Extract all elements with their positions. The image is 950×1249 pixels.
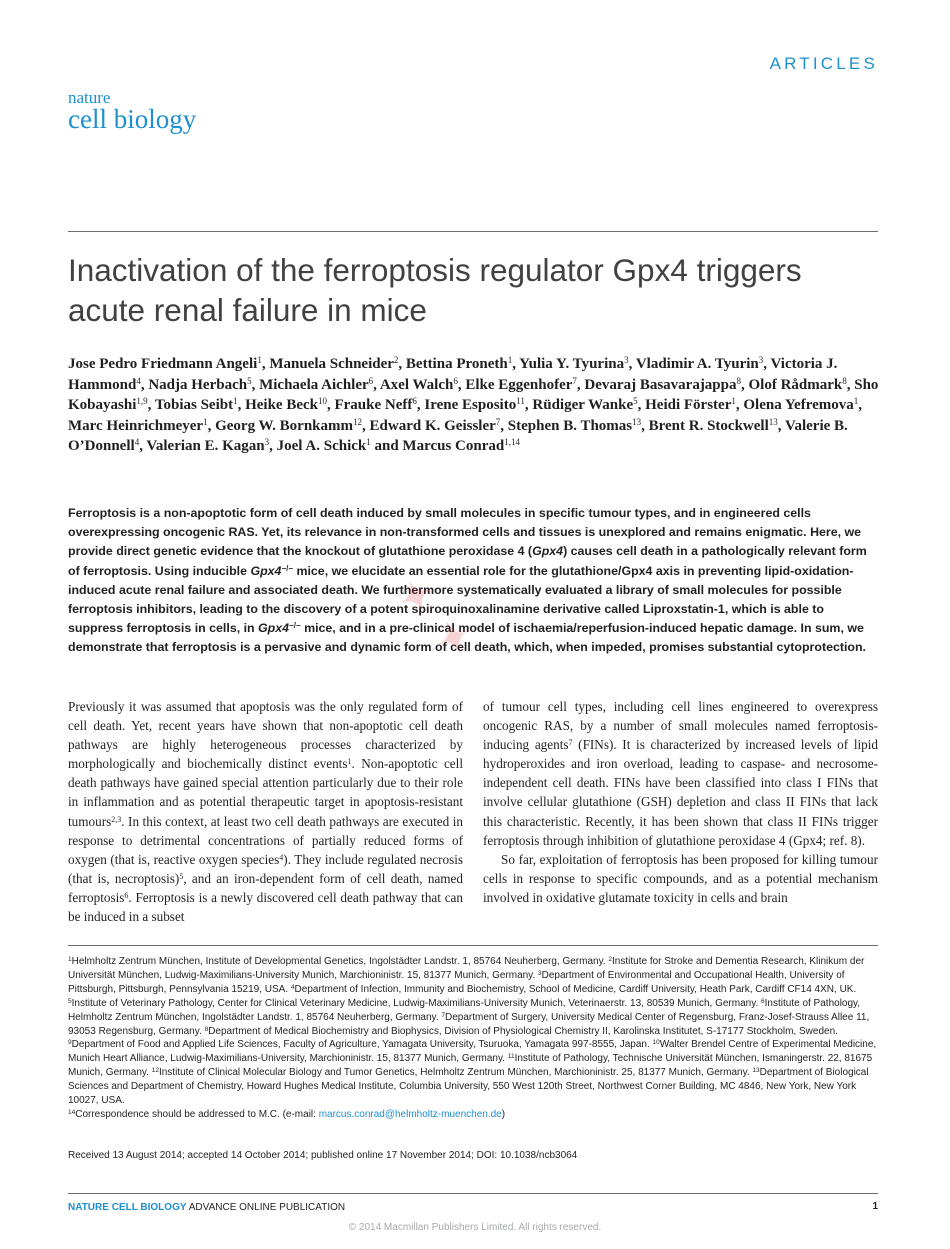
abstract-text: ) causes cell death in a pathologically relevant form of ferroptosis. Using inducible — [68, 544, 867, 578]
affiliation-number: 14 — [68, 1108, 76, 1116]
body-paragraph — [483, 697, 878, 850]
affiliation-number: 4 — [290, 983, 295, 991]
citation: 4 — [279, 852, 284, 862]
author-name: Olof Rådmark — [748, 376, 843, 393]
author-name: Edward K. Geissler — [369, 417, 496, 434]
author-name: Bettina Proneth — [405, 356, 508, 372]
author-affiliation: 13 — [768, 416, 778, 427]
abstract-ko-superscript: −/− — [281, 563, 294, 573]
citation: 6 — [124, 890, 129, 900]
author-affiliation: 3 — [758, 355, 764, 365]
journal-logo-line2: cell biology — [68, 104, 197, 134]
footer-divider — [68, 1193, 878, 1194]
received-line: Received 13 August 2014; accepted 14 October 2014; published online 17 November 2014; DOI: 10.1038/ncb3064 — [68, 1150, 578, 1161]
author-conjunction: and — [370, 438, 403, 454]
affiliation-text: Department of Biological Sciences and Department of Chemistry, Howard Hughes Medical Institute, Columbia University, 550 West 120th Street, Northwest Corner Building, MC 4846, New York, New York 10027, USA. — [68, 1067, 869, 1107]
abstract-gene: Gpx4 — [532, 544, 564, 559]
affiliation-number: 7 — [441, 1011, 445, 1019]
author-name: Jose Pedro Friedmann Angeli — [68, 356, 258, 372]
correspondence-email-link[interactable]: marcus.conrad@helmholtz-muenchen.de — [318, 1108, 502, 1120]
author-name: Tobias Seibt — [154, 397, 234, 413]
affiliation-text: Institute of Veterinary Pathology, Center for Clinical Veterinary Medicine, Ludwig-Maximilians-University Munich, Veterinaerstr. 13, 80539 Munich, Germany. — [71, 997, 762, 1009]
affiliation-number: 10 — [652, 1039, 660, 1047]
affiliation-number: 11 — [507, 1053, 515, 1061]
body-text: Previously it was assumed that apoptosis was the only regulated form of cell death. Yet, recent years have shown that non-apoptotic cell death pathways are highly heterogeneous processes characterized by morphologically and biochemically distinct events — [68, 699, 463, 772]
abstract-ko-superscript: −/− — [289, 621, 301, 631]
body-column-right — [483, 697, 878, 907]
author-name: Michaela Aichler — [259, 376, 369, 393]
author-affiliation: 1 — [853, 396, 859, 406]
abstract-gene-ko: Gpx4 — [258, 621, 290, 636]
author-name: Marcus Conrad — [402, 438, 505, 454]
affiliation-text: Department of Surgery, University Medical Center of Regensburg, Franz-Josef-Strauss Allee 11, 93053 Regensburg, Germany. — [68, 1011, 870, 1037]
author-name: Manuela Schneider — [269, 356, 394, 372]
footer-journal-name: NATURE CELL BIOLOGY — [68, 1202, 187, 1213]
citation: 2,3 — [111, 814, 122, 824]
author-affiliation: 1 — [233, 396, 238, 406]
affiliation-number: 3 — [538, 969, 542, 977]
author-name: Valerian E. Kagan — [146, 438, 265, 454]
abstract-text: Ferroptosis is a non-apoptotic form of cell death induced by small molecules in specific tumour types, and in engineered cells overexpressing oncogenic RAS. Yet, its relevance in non-transformed cells and tissues is unexplored and remains enigmatic. Here, we provide direct genetic evidence that the knockout of glutathione peroxidase 4 ( — [68, 506, 862, 559]
author-affiliation: 3 — [264, 437, 270, 447]
author-name: Frauke Neff — [334, 397, 413, 413]
author-affiliation: 10 — [317, 396, 327, 406]
author-affiliation: 6 — [412, 396, 417, 406]
author-affiliation: 8 — [736, 375, 741, 386]
body-text: ). They include regulated necrosis (that is, necroptosis) — [68, 851, 463, 886]
svg-text:✦: ✦ — [427, 608, 482, 669]
correspondence — [68, 1108, 880, 1122]
author-name: Stephen B. Thomas — [507, 417, 633, 434]
correspondence-text: ) — [501, 1108, 506, 1120]
body-text: , and an iron-dependent form of cell death, named ferroptosis — [68, 870, 464, 905]
author-affiliation: 6 — [368, 375, 374, 386]
body-text: . In this context, at least two cell death pathways are executed in response to detrimental concentrations of partially reduced forms of oxygen (that is, reactive oxygen species — [68, 813, 463, 867]
citation: 1 — [347, 757, 352, 767]
author-name: Yulia Y. Tyurina — [519, 356, 625, 372]
author-affiliation: 13 — [632, 416, 642, 427]
author-affiliation: 1 — [366, 437, 371, 447]
affiliation-text: Walter Brendel Centre of Experimental Medicine, Munich Heart Alliance, Ludwig-Maximilians-University, Marchioninistr. 15, 81377 Munich, Germany. — [68, 1039, 877, 1065]
author-affiliation: 3 — [624, 355, 629, 365]
author-affiliation: 1 — [507, 355, 513, 365]
citation: 7 — [568, 738, 573, 748]
author-name: Valerie B. O’Donnell — [68, 417, 848, 454]
author-affiliation: 11 — [516, 396, 525, 406]
author-affiliation: 1,9 — [136, 396, 148, 406]
author-name: Devaraj Basavarajappa — [584, 376, 737, 393]
abstract-text: mice, and in a pre-clinical model of ischaemia/reperfusion-induced hepatic damage. In sum, we demonstrate that ferroptosis is a pervasive and dynamic form of cell death, which, when impeded, promises substantial cytoprotection. — [68, 621, 867, 655]
affiliation-number: 1 — [68, 956, 72, 963]
author-name: Brent R. Stockwell — [648, 417, 769, 434]
header-divider — [68, 231, 878, 232]
affiliation-number: 5 — [68, 997, 72, 1005]
body-text: . Ferroptosis is a newly discovered cell death pathway that can be induced in a subset — [68, 889, 463, 925]
journal-logo-line1: nature — [68, 88, 111, 107]
affiliation-text: Department of Medical Biochemistry and Biophysics, Division of Physiological Chemistry II, Karolinska Institutet, S-17177 Stockholm, Sweden. — [208, 1025, 838, 1037]
affiliation-text: Institute of Pathology, Helmholtz Zentrum München, Ingolstädter Landstr. 1, 85764 Neuherberg, Germany. — [68, 997, 861, 1023]
affiliation-number: 9 — [68, 1039, 72, 1047]
author-affiliation: 1,14 — [504, 437, 520, 447]
affiliation-text: Department of Food and Applied Life Sciences, Faculty of Agriculture, Yamagata University, Tsuruoka, Yamagata 997-8555, Japan. — [71, 1039, 653, 1051]
body-text: of tumour cell types, including cell lines engineered to overexpress oncogenic RAS, by a number of small molecules named ferroptosis-inducing agents — [483, 699, 878, 753]
author-name: Marc Heinrichmeyer — [68, 417, 204, 434]
journal-logo — [68, 89, 196, 132]
author-affiliation: 6 — [453, 375, 458, 386]
affiliation-text: Helmholtz Zentrum München, Institute of Developmental Genetics, Ingolstädter Landstr. 1, 85764 Neuherberg, Germany. — [71, 956, 609, 967]
correspondence-text: Correspondence should be addressed to M.C. (e-mail: — [75, 1108, 319, 1120]
author-affiliation: 5 — [247, 375, 252, 386]
author-affiliation: 4 — [136, 375, 141, 386]
author-affiliation: 5 — [633, 396, 638, 406]
affiliation-text: Institute for Stroke and Dementia Research, Klinikum der Universität München, Ludwig-Maximilians-University Munich, Marchioninistr. 15, 81377 Munich, Germany. — [68, 956, 865, 981]
author-name: Heike Beck — [245, 397, 318, 413]
body-column-left — [68, 697, 463, 926]
body-text: . Non-apoptotic cell death pathways have gained special attention particularly due to their role in inflammation and as potential therapeutic target in apoptosis-resistant tumours — [68, 756, 463, 829]
svg-text:✦: ✦ — [392, 570, 442, 625]
author-name: Sho Kobayashi — [68, 376, 879, 413]
author-affiliation: 1 — [731, 396, 736, 406]
author-list: Jose Pedro Friedmann Angeli$^1$, Manuela Schneider$^2$, Bettina Proneth$^1$, Yulia Y. Tyurina$^3$, Vladimir A. Tyurin$^3$, Victoria J. Hammond$^4$, Nadja Herbach$^5$, Michaela Aichler$^6$, Axel Walch$^6$, Elke Eggenhofer$^7$, Devaraj Basavarajappa$^8$, Olof Rådmark$^8$, Sho Kobayashi$^{1,9}$, Tobias Seibt$^1$, Heike Beck$^{10}$, Frauke Neff$^6$, Irene Esposito$^{11}$, Rüdiger Wanke$^5$, Heidi Förster$^1$, Olena Yefremova$^1$, Marc Heinrichmeyer$^1$, Georg W. Bornkamm$^{12}$, Edward K. Geissler$^7$, Stephen B. Thomas$^{13}$, Brent R. Stockwell$^{13}$, Valerie B. O’Donnell$^4$, Valerian E. Kagan$^3$, Joel A. Schick$^1$ and Marcus Conrad$^{1,14}$ — [68, 355, 879, 454]
affiliation-number: 2 — [608, 956, 613, 963]
affiliation-text: Institute of Clinical Molecular Biology and Tumor Genetics, Helmholtz Zentrum München, Marchioninistr. 25, 81377 Munich, Germany. — [158, 1067, 753, 1079]
affiliation-number: 6 — [761, 997, 765, 1005]
author-name: Victoria J. Hammond — [68, 356, 838, 393]
author-name: Georg W. Bornkamm — [215, 417, 354, 434]
page-number: 1 — [872, 1201, 878, 1212]
author-name: Elke Eggenhofer — [465, 376, 573, 393]
body-text: (FINs). It is characterized by increased levels of lipid hydroperoxides and iron overload, leading to caspase- and necrosome-independent cell death. FINs have been classified into class I FINs that involve cellular glutathione (GSH) depletion and class II FINs that lack this characteristic. Recently, it has been shown that class II FINs trigger ferroptosis through inhibition of glutathione peroxidase 4 (Gpx4; ref. 8). — [483, 737, 879, 848]
affiliation-text: Department of Environmental and Occupational Health, University of Pittsburgh, Pittsburgh, Pennsylvania 15219, USA. — [68, 969, 845, 995]
citation: 5 — [179, 871, 184, 881]
author-affiliation: 7 — [495, 416, 501, 427]
author-name: Olena Yefremova — [743, 397, 854, 413]
author-name: Rüdiger Wanke — [532, 397, 634, 413]
author-affiliation: 8 — [842, 375, 847, 386]
section-label: ARTICLES — [769, 54, 878, 73]
abstract — [68, 504, 880, 658]
abstract-gene-ko: Gpx4 — [250, 563, 282, 578]
author-name: Axel Walch — [379, 376, 454, 393]
affiliation-number: 12 — [151, 1067, 159, 1075]
affiliation-number: 13 — [752, 1067, 760, 1075]
author-affiliation: 12 — [353, 416, 363, 427]
author-name: Nadja Herbach — [148, 376, 248, 393]
body-paragraph — [68, 697, 463, 926]
author-name: Joel A. Schick — [276, 438, 367, 454]
author-name: Vladimir A. Tyurin — [635, 356, 759, 372]
author-affiliation: 1 — [257, 355, 262, 365]
affiliation-list — [68, 955, 880, 1108]
body-paragraph: So far, exploitation of ferroptosis has been proposed for killing tumour cells in response to specific compounds, and as a potential mechanism involved in oxidative glutamate toxicity in cells and brain — [483, 851, 878, 905]
affiliation-divider — [68, 945, 878, 946]
author-affiliation: 7 — [572, 375, 577, 386]
article-title: Inactivation of the ferroptosis regulator Gpx4 triggers acute renal failure in mice — [68, 252, 802, 328]
author-affiliation: 4 — [134, 437, 140, 447]
author-affiliation: 2 — [393, 355, 399, 365]
author-name: Heidi Förster — [645, 397, 732, 413]
abstract-text: mice, we elucidate an essential role for the glutathione/Gpx4 axis in preventing lipid-oxidation-induced acute renal failure and associated death. We furthermore systematically evaluated a library of small molecules for possible ferroptosis inhibitors, leading to the discovery of a potent spiroquinoxalinamine derivative called Liproxstatin-1, which is able to suppress ferroptosis in cells, in — [68, 563, 854, 636]
affiliation-text: Department of Infection, Immunity and Biochemistry, School of Medicine, Cardiff University, Heath Park, Cardiff CF14 4XN, UK. — [294, 983, 857, 995]
author-name: Irene Esposito — [424, 397, 517, 413]
affiliation-text: Institute of Pathology, Technische Universität München, Ismaningerstr. 22, 81675 Munich, Germany. — [68, 1053, 873, 1079]
journal-footer — [68, 1201, 345, 1214]
copyright: © 2014 Macmillan Publishers Limited. All rights reserved. — [348, 1222, 602, 1233]
affiliations — [68, 955, 880, 1122]
footer-publication-status: ADVANCE ONLINE PUBLICATION — [188, 1202, 346, 1213]
affiliation-number: 8 — [204, 1025, 209, 1033]
author-affiliation: 1 — [203, 416, 208, 427]
